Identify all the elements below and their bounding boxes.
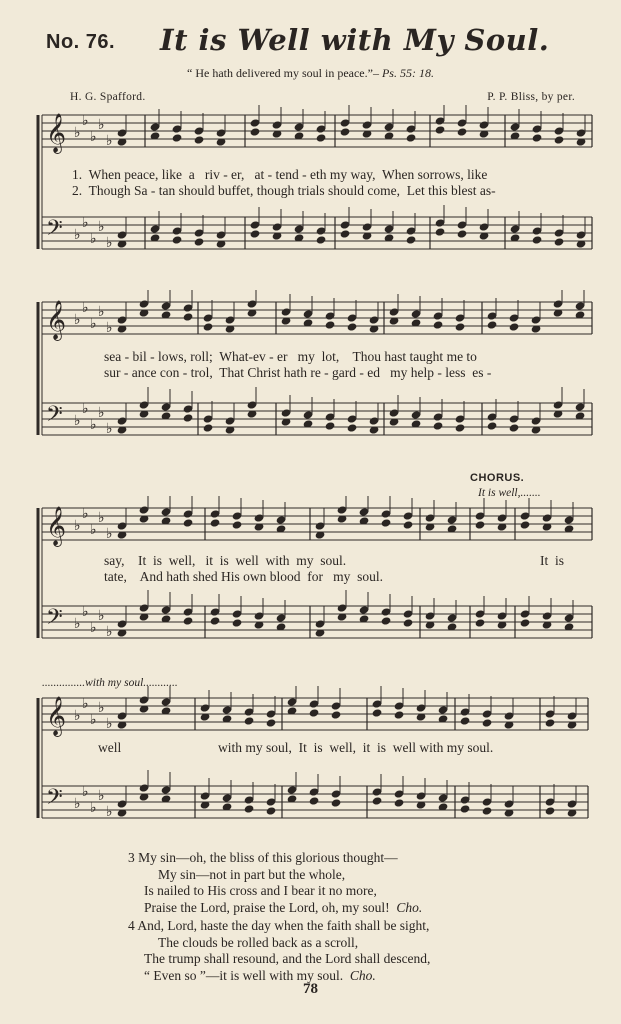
stanza-4	[128, 918, 430, 984]
flat-icon: ♭	[82, 300, 89, 316]
lyric-line: with my soul, It is well, it is well with my soul.	[218, 740, 494, 755]
note-head	[325, 320, 336, 329]
hymn-title: It is Well with My Soul.	[160, 23, 550, 57]
note-head	[455, 322, 466, 331]
note-head	[435, 125, 446, 134]
bass-clef-icon: 𝄢	[46, 785, 63, 815]
flat-icon: ♭	[74, 796, 81, 812]
note-head	[381, 518, 392, 527]
bass-clef-icon: 𝄢	[46, 216, 63, 246]
flat-icon: ♭	[90, 712, 97, 728]
flat-icon: ♭	[98, 304, 105, 320]
note-head	[509, 322, 520, 331]
stanza-line: The trump shall resound, and the Lord shall descend,	[144, 951, 431, 966]
note-head	[554, 237, 565, 246]
bass-staff	[42, 387, 592, 437]
note-head	[232, 618, 243, 627]
note-head	[532, 235, 543, 244]
flat-icon: ♭	[82, 604, 89, 620]
note-head	[394, 798, 405, 807]
note-head	[475, 520, 486, 529]
stanza-line: The clouds be rolled back as a scroll,	[158, 934, 359, 950]
note-head	[545, 718, 556, 727]
note-head	[266, 806, 277, 815]
flat-icon: ♭	[82, 696, 89, 712]
note-head	[183, 518, 194, 527]
flat-icon: ♭	[74, 708, 81, 724]
stanza-line: Praise the Lord, praise the Lord, oh, my soul! Cho.	[144, 899, 423, 915]
epigraph-quote: “ He hath delivered my soul in peace.”–	[187, 66, 379, 80]
flat-icon: ♭	[90, 522, 97, 538]
flat-icon: ♭	[98, 510, 105, 526]
flat-icon: ♭	[74, 413, 81, 429]
note-head	[403, 618, 414, 627]
stanza-line: 4 And, Lord, haste the day when the faith shall be sight,	[128, 918, 430, 933]
flat-icon: ♭	[74, 125, 81, 141]
note-head	[331, 710, 342, 719]
note-head	[172, 133, 183, 142]
flat-icon: ♭	[74, 227, 81, 243]
note-head	[210, 518, 221, 527]
flat-icon: ♭	[98, 700, 105, 716]
note-head	[183, 312, 194, 321]
note-head	[460, 716, 471, 725]
chorus-label: CHORUS.	[470, 472, 525, 484]
note-head	[406, 133, 417, 142]
treble-staff	[42, 686, 588, 737]
note-head	[487, 421, 498, 430]
bass-staff	[42, 590, 592, 640]
note-head	[325, 421, 336, 430]
page-number: 78	[303, 981, 318, 997]
flat-icon: ♭	[98, 788, 105, 804]
flat-icon: ♭	[106, 133, 113, 149]
hymn-number: No. 76.	[46, 31, 116, 53]
treble-clef-icon: 𝄞	[46, 113, 67, 153]
flat-icon: ♭	[90, 800, 97, 816]
chorus-cue: ...............with my soul............	[42, 677, 178, 689]
note-head	[475, 618, 486, 627]
note-head	[372, 708, 383, 717]
treble-staff	[42, 105, 592, 154]
treble-clef-icon: 𝄞	[46, 300, 67, 340]
lyric-line: sea - bil - lows, roll; What-ev - er my lot, Thou hast taught me to	[104, 349, 477, 364]
note-head	[244, 716, 255, 725]
flat-icon: ♭	[74, 312, 81, 328]
note-head	[482, 718, 493, 727]
note-head	[250, 127, 261, 136]
note-head	[347, 322, 358, 331]
epigraph-reference: Ps. 55: 18.	[381, 66, 434, 80]
lyric-line: 2. Though Sa - tan should buffet, though trials should come, Let this blest as-	[72, 183, 496, 198]
treble-clef-icon: 𝄞	[46, 506, 67, 546]
note-head	[250, 229, 261, 238]
lyric-line: It is	[540, 553, 565, 568]
note-head	[433, 421, 444, 430]
note-head	[520, 520, 531, 529]
flat-icon: ♭	[74, 616, 81, 632]
music-credit: P. P. Bliss, by per.	[487, 91, 575, 103]
stanza-line: My sin—not in part but the whole,	[158, 866, 346, 882]
flat-icon: ♭	[82, 784, 89, 800]
bleed-through-shadow	[573, 30, 613, 90]
lyric-line: 1. When peace, like a riv - er, at - tend - eth my way, When sorrows, like	[72, 167, 488, 182]
stanza-line: 3 My sin—oh, the bliss of this glorious thought—	[128, 850, 398, 865]
flat-icon: ♭	[106, 804, 113, 820]
flat-icon: ♭	[106, 421, 113, 437]
note-head	[435, 227, 446, 236]
treble-clef-icon: 𝄞	[46, 696, 67, 736]
note-head	[406, 235, 417, 244]
note-head	[372, 796, 383, 805]
note-head	[460, 804, 471, 813]
lyric-line: say, It is well, it is well with my soul.	[104, 553, 347, 568]
note-head	[266, 718, 277, 727]
note-head	[183, 616, 194, 625]
lyric-line: tate, And hath shed His own blood for my soul.	[104, 569, 383, 584]
bass-clef-icon: 𝄢	[46, 402, 63, 432]
note-head	[194, 135, 205, 144]
note-head	[316, 133, 327, 142]
flat-icon: ♭	[82, 113, 89, 129]
note-head	[509, 423, 520, 432]
note-head	[203, 322, 214, 331]
note-head	[394, 710, 405, 719]
note-head	[457, 127, 468, 136]
bass-clef-icon: 𝄢	[46, 605, 63, 635]
flat-icon: ♭	[106, 235, 113, 251]
flat-icon: ♭	[106, 526, 113, 542]
flat-icon: ♭	[82, 401, 89, 417]
note-head	[403, 520, 414, 529]
flat-icon: ♭	[82, 506, 89, 522]
note-head	[487, 320, 498, 329]
stanza-line: Is nailed to His cross and I bear it no more,	[144, 883, 377, 898]
flat-icon: ♭	[90, 316, 97, 332]
flat-icon: ♭	[106, 716, 113, 732]
bass-staff	[42, 770, 588, 820]
flat-icon: ♭	[90, 417, 97, 433]
treble-staff	[42, 290, 592, 341]
note-head	[232, 520, 243, 529]
epigraph	[0, 66, 621, 81]
lyric-line: sur - ance con - trol, That Christ hath re - gard - ed my help - less es -	[104, 365, 492, 380]
note-head	[554, 135, 565, 144]
note-head	[244, 804, 255, 813]
note-head	[347, 423, 358, 432]
chorus-cue: Cho.	[396, 899, 423, 915]
note-head	[309, 708, 320, 717]
flat-icon: ♭	[90, 129, 97, 145]
chorus-cue: It is well,.......	[478, 487, 541, 499]
lyric-line: well	[98, 740, 122, 755]
flat-icon: ♭	[90, 231, 97, 247]
flat-icon: ♭	[106, 624, 113, 640]
music-system-4	[0, 686, 621, 846]
note-head	[309, 796, 320, 805]
flat-icon: ♭	[98, 219, 105, 235]
note-head	[532, 133, 543, 142]
treble-staff	[42, 496, 592, 547]
note-head	[183, 413, 194, 422]
note-head	[520, 618, 531, 627]
note-head	[433, 320, 444, 329]
stanza-3	[128, 850, 422, 916]
note-head	[482, 806, 493, 815]
stanza-line: “ Even so ”—it is well with my soul. Cho.	[144, 967, 376, 983]
note-head	[203, 423, 214, 432]
note-head	[316, 235, 327, 244]
note-head	[455, 423, 466, 432]
flat-icon: ♭	[74, 518, 81, 534]
words-credit: H. G. Spafford.	[70, 91, 146, 103]
flat-icon: ♭	[90, 620, 97, 636]
flat-icon: ♭	[106, 320, 113, 336]
note-head	[194, 237, 205, 246]
flat-icon: ♭	[98, 117, 105, 133]
bass-staff	[42, 205, 592, 251]
note-head	[331, 798, 342, 807]
flat-icon: ♭	[82, 215, 89, 231]
note-head	[340, 229, 351, 238]
note-head	[381, 616, 392, 625]
flat-icon: ♭	[98, 405, 105, 421]
note-head	[172, 235, 183, 244]
note-head	[210, 616, 221, 625]
note-head	[340, 127, 351, 136]
note-head	[545, 806, 556, 815]
flat-icon: ♭	[98, 608, 105, 624]
chorus-cue: Cho.	[349, 967, 376, 983]
note-head	[457, 229, 468, 238]
